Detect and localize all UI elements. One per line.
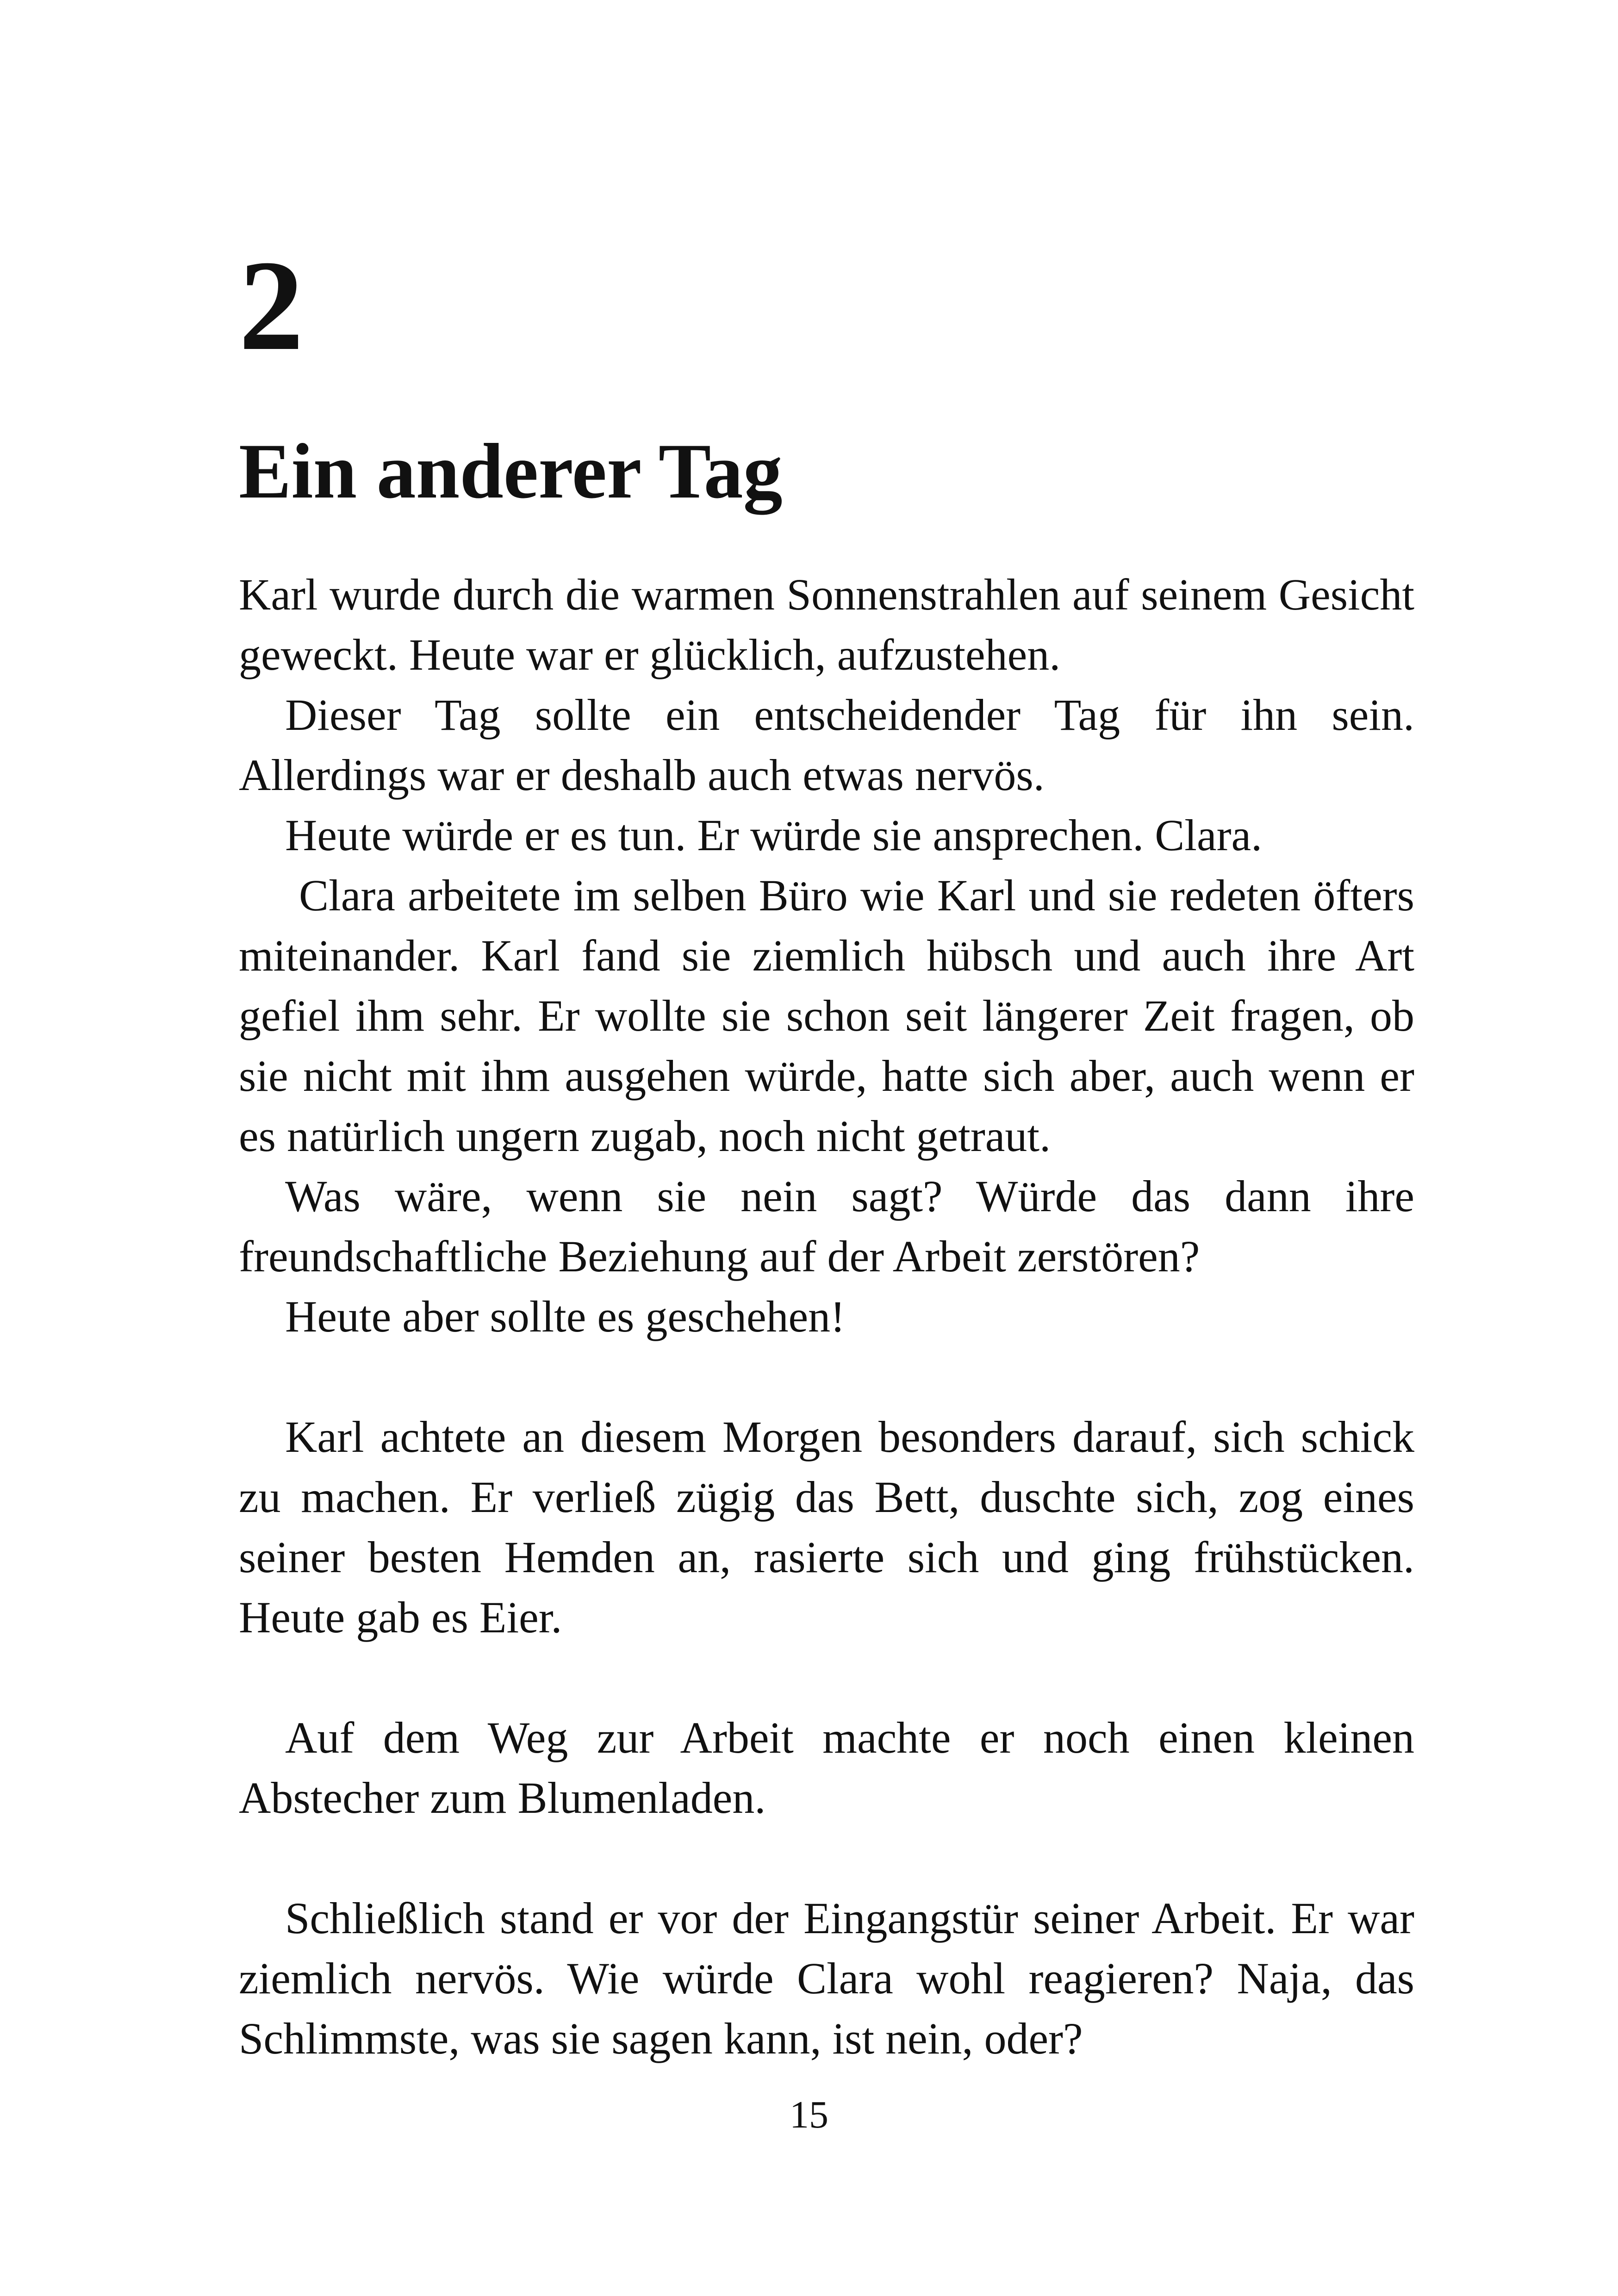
- paragraph: Karl achtete an diesem Morgen besonders darauf, sich schick zu machen. Er verließ zügig das Bett, duschte sich, zog eines seiner besten Hemden an, rasierte sich und ging frühstücken. Heute gab es Eier.: [239, 1412, 1414, 1642]
- paragraph: Karl wurde durch die warmen Sonnenstrahlen auf seinem Gesicht geweckt. Heute war er glücklich, aufzustehen.: [239, 570, 1414, 679]
- paragraph: Dieser Tag sollte ein entscheidender Tag für ihn sein. Allerdings war er deshalb auch etwas nervös.: [239, 690, 1414, 800]
- chapter-title: Ein anderer Tag: [239, 428, 783, 515]
- paragraph: Clara arbeitete im selben Büro wie Karl und sie redeten öfters miteinander. Karl fand sie ziemlich hübsch und auch ihre Art gefiel ihm sehr. Er wollte sie schon seit längerer Zeit fragen, ob sie nicht mit ihm ausgehen würde, hatte sich aber, auch wenn er es natürlich ungern zugab, noch nicht getraut.: [239, 871, 1414, 1161]
- paragraph: Was wäre, wenn sie nein sagt? Würde das dann ihre freundschaftliche Beziehung auf der Arbeit zerstören?: [239, 1171, 1414, 1281]
- paragraph: Heute aber sollte es geschehen!: [285, 1292, 846, 1341]
- page-number: 15: [790, 2093, 828, 2136]
- paragraph: Schließlich stand er vor der Eingangstür seiner Arbeit. Er war ziemlich nervös. Wie würde Clara wohl reagieren? Naja, das Schlimmste, was sie sagen kann, ist nein, oder?: [239, 1893, 1414, 2063]
- chapter-number: 2: [239, 233, 304, 377]
- chapter-body: [239, 565, 1414, 2069]
- paragraph: Heute würde er es tun. Er würde sie ansprechen. Clara.: [285, 810, 1263, 860]
- paragraph: Auf dem Weg zur Arbeit machte er noch einen kleinen Abstecher zum Blumenladen.: [239, 1713, 1414, 1823]
